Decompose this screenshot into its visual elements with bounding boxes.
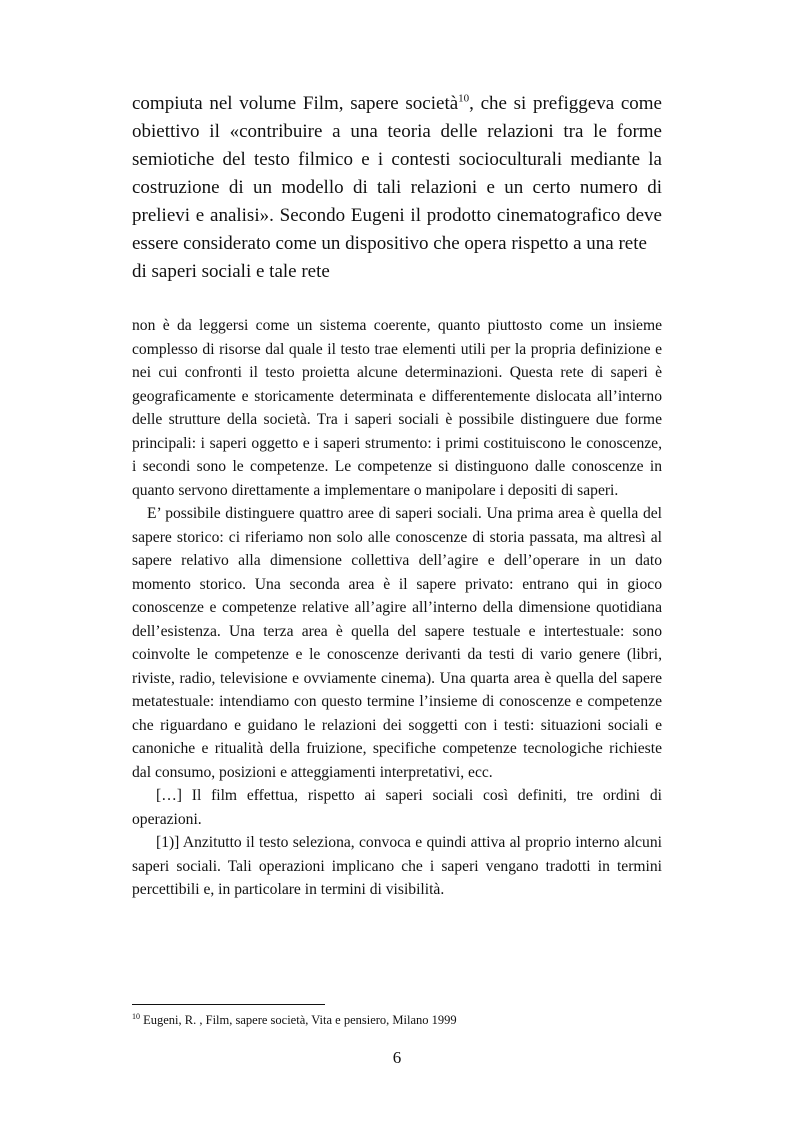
lead-last-line: di saperi sociali e tale rete bbox=[132, 261, 330, 282]
footnote-text: Eugeni, R. , Film, sapere società, Vita e pensiero, Milano 1999 bbox=[140, 1013, 457, 1027]
page-number: 6 bbox=[392, 1048, 402, 1067]
quote-paragraph-4: [1)] Anzitutto il testo seleziona, convoca e quindi attiva al proprio interno alcuni saperi sociali. Tali operazioni implicano che i saperi vengano tradotti in termini percettibili e, in particolare in termini di visibilità. bbox=[132, 834, 662, 898]
block-quote bbox=[132, 314, 662, 902]
footnote-number: 10 bbox=[132, 1011, 140, 1021]
footnote-reference[interactable]: 10 bbox=[458, 92, 470, 105]
lead-text-before-ref: compiuta nel volume Film, sapere società bbox=[132, 93, 459, 114]
lead-paragraph bbox=[132, 90, 662, 286]
lead-text-after-ref: , che si prefiggeva come obiettivo il «contribuire a una teoria delle relazioni tra le forme semiotiche del testo filmico e i contesti socioculturali mediante la costruzione di un modello di tali relazioni e un certo numero di prelievi e analisi». Secondo Eugeni il prodotto cinematografico deve essere considerato come un dispositivo che opera rispetto a una rete bbox=[132, 93, 662, 254]
quote-paragraph-3: […] Il film effettua, rispetto ai saperi sociali così definiti, tre ordini di operazioni. bbox=[132, 787, 662, 828]
quote-paragraph-2: E’ possibile distinguere quattro aree di saperi sociali. Una prima area è quella del sapere storico: ci riferiamo non solo alle conoscenze di storia passata, ma altresì al sapere relativo alla dimensione collettiva dell’agire e dell’operare in un dato momento storico. Una seconda area è il sapere privato: entrano qui in gioco conoscenze e competenze relative all’agire all’interno della dimensione quotidiana dell’esistenza. Una terza area è quella del sapere testuale e intertestuale: sono coinvolte le competenze e le conoscenze derivanti da testi di vario genere (libri, riviste, radio, televisione e ovviamente cinema). Una quarta area è quella del sapere metatestuale: intendiamo con questo termine l’insieme di conoscenze e competenze che riguardano e guidano le relazioni dei soggetti con i testi: situazioni sociali e canoniche e ritualità della fruizione, specifiche competenze tecnologiche richieste dal consumo, posizioni e atteggiamenti interpretativi, ecc. bbox=[132, 505, 662, 781]
quote-paragraph-1: non è da leggersi come un sistema coerente, quanto piuttosto come un insieme complesso di risorse dal quale il testo trae elementi utili per la propria definizione e nei cui confronti il testo proietta alcune determinazioni. Questa rete di saperi è geograficamente e storicamente determinata e differentemente dislocata all’interno delle strutture della società. Tra i saperi sociali è possibile distinguere due forme principali: i saperi oggetto e i saperi strumento: i primi costituiscono le conoscenze, i secondi sono le competenze. Le competenze si distinguono dalle conoscenze in quanto servono direttamente a implementare o manipolare i depositi di saperi. bbox=[132, 317, 662, 499]
footnote-separator bbox=[132, 1004, 325, 1005]
footnote bbox=[132, 1012, 662, 1028]
